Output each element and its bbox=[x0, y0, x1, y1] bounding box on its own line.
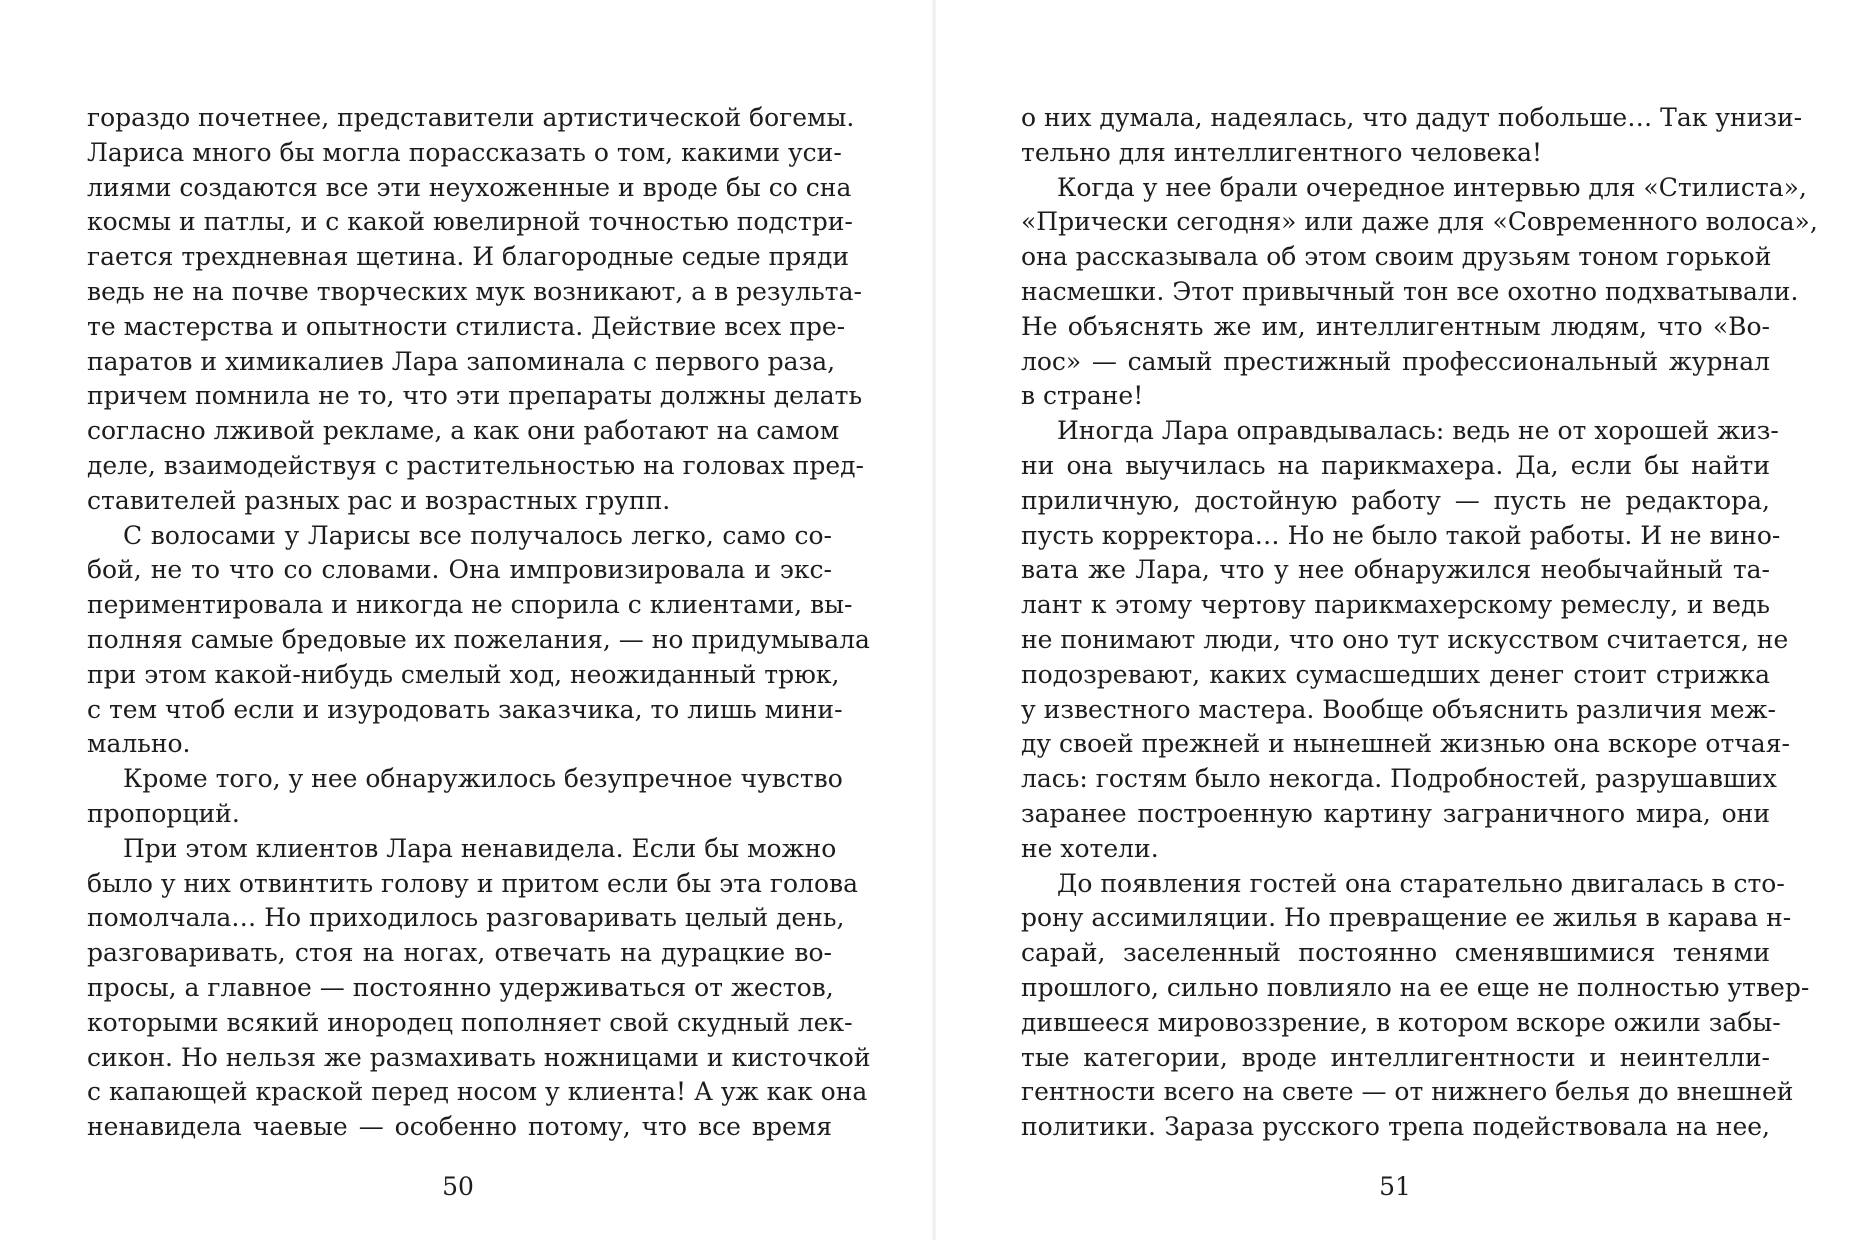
text-line: разговаривать, стоя на ногах, отвечать на дурацкие во- bbox=[87, 938, 832, 968]
right-page-text bbox=[1021, 101, 1818, 1145]
text-line: было у них отвинтить голову и притом если бы эта голова bbox=[87, 868, 858, 898]
text-line: помолчала… Но приходилось разговаривать целый день, bbox=[87, 903, 845, 933]
text-line: Иногда Лара оправдывалась: ведь не от хорошей жиз- bbox=[1057, 416, 1779, 446]
text-line: С волосами у Ларисы все получалось легко, само со- bbox=[123, 520, 832, 550]
text-line: заранее построенную картину заграничного мира, они bbox=[1021, 798, 1770, 828]
text-line: которыми всякий инородец пополняет свой скудный лек- bbox=[87, 1007, 853, 1037]
text-line: у известного мастера. Вообще объяснить различия меж- bbox=[1021, 694, 1776, 724]
left-page-text bbox=[87, 101, 871, 1145]
text-line: Не объяснять же им, интеллигентным людям, что «Во- bbox=[1021, 311, 1770, 341]
text-line: мально. bbox=[87, 729, 191, 759]
text-line: подозревают, каких сумасшедших денег стоит стрижка bbox=[1021, 659, 1770, 689]
text-line: причем помнила не то, что эти препараты должны делать bbox=[87, 381, 863, 411]
text-line: До появления гостей она старательно двигалась в сто- bbox=[1057, 868, 1785, 898]
text-line: гентности всего на свете — от нижнего белья до внешней bbox=[1021, 1077, 1794, 1107]
text-line: «Прически сегодня» или даже для «Современного волоса», bbox=[1021, 207, 1818, 237]
text-line: лос» — самый престижный профессиональный журнал bbox=[1021, 346, 1770, 376]
right-page bbox=[935, 0, 1869, 1240]
left-page-number: 50 bbox=[442, 1172, 474, 1201]
text-line: Когда у нее брали очередное интервью для «Стилиста», bbox=[1057, 172, 1807, 202]
text-line: лась: гостям было некогда. Подробностей, разрушавших bbox=[1021, 764, 1777, 794]
text-line: не хотели. bbox=[1021, 833, 1159, 863]
text-line: вата же Лара, что у нее обнаружился необычайный та- bbox=[1021, 555, 1770, 585]
text-line: приличную, достойную работу — пусть не редактора, bbox=[1021, 485, 1770, 515]
text-line: тые категории, вроде интеллигентности и неинтелли- bbox=[1021, 1042, 1770, 1072]
text-line: сарай, заселенный постоянно сменявшимися тенями bbox=[1021, 938, 1770, 968]
text-line: дившееся мировоззрение, в котором вскоре ожили забы- bbox=[1021, 1007, 1781, 1037]
text-line: рону ассимиляции. Но превращение ее жилья в карава н- bbox=[1021, 903, 1792, 933]
text-line: насмешки. Этот привычный тон все охотно подхватывали. bbox=[1021, 276, 1799, 306]
text-line: сикон. Но нельзя же размахивать ножницами и кисточкой bbox=[87, 1042, 871, 1072]
text-line: при этом какой-нибудь смелый ход, неожиданный трюк, bbox=[87, 659, 840, 689]
text-line: с тем чтоб если и изуродовать заказчика, то лишь мини- bbox=[87, 694, 843, 724]
text-line: Кроме того, у нее обнаружилось безупречное чувство bbox=[123, 764, 843, 794]
text-line: ни она выучилась на парикмахера. Да, если бы найти bbox=[1021, 450, 1770, 480]
text-line: При этом клиентов Лара ненавидела. Если бы можно bbox=[123, 833, 837, 863]
text-line: не понимают люди, что оно тут искусством считается, не bbox=[1021, 624, 1789, 654]
text-line: космы и патлы, и с какой ювелирной точностью подстри- bbox=[87, 207, 853, 237]
text-line: лант к этому чертову парикмахерскому ремеслу, и ведь bbox=[1021, 590, 1770, 620]
text-line: с капающей краской перед носом у клиента! А уж как она bbox=[87, 1077, 868, 1107]
text-line: Лариса много бы могла порассказать о том, какими уси- bbox=[87, 137, 842, 167]
text-line: о них думала, надеялась, что дадут побольше… Так унизи- bbox=[1021, 103, 1803, 132]
text-line: согласно лживой рекламе, а как они работают на самом bbox=[87, 416, 840, 446]
text-line: пропорций. bbox=[87, 798, 240, 828]
text-line: те мастерства и опытности стилиста. Действие всех пре- bbox=[87, 311, 846, 341]
right-page-number: 51 bbox=[1379, 1172, 1411, 1201]
text-line: бой, не то что со словами. Она импровизировала и экс- bbox=[87, 555, 832, 585]
text-line: просы, а главное — постоянно удерживаться от жестов, bbox=[87, 972, 834, 1002]
text-line: деле, взаимодействуя с растительностью на головах пред- bbox=[87, 450, 864, 480]
text-line: периментировала и никогда не спорила с клиентами, вы- bbox=[87, 590, 853, 620]
text-line: лиями создаются все эти неухоженные и вроде бы со сна bbox=[87, 172, 852, 202]
text-line: ставителей разных рас и возрастных групп. bbox=[87, 485, 671, 515]
text-line: ведь не на почве творческих мук возникают, а в результа- bbox=[87, 276, 862, 306]
text-line: ду своей прежней и нынешней жизнью она вскоре отчая- bbox=[1021, 729, 1790, 759]
text-line: паратов и химикалиев Лара запоминала с первого раза, bbox=[87, 346, 836, 376]
text-line: политики. Зараза русского трепа подействовала на нее, bbox=[1021, 1112, 1770, 1142]
text-line: она рассказывала об этом своим друзьям тоном горькой bbox=[1021, 242, 1772, 272]
text-line: пусть корректора… Но не было такой работы. И не вино- bbox=[1021, 520, 1781, 550]
text-line: тельно для интеллигентного человека! bbox=[1021, 137, 1543, 167]
text-line: гается трехдневная щетина. И благородные седые пряди bbox=[87, 242, 850, 272]
left-page bbox=[0, 0, 934, 1240]
text-line: прошлого, сильно повлияло на ее еще не полностью утвер- bbox=[1021, 972, 1810, 1002]
text-line: полняя самые бредовые их пожелания, — но придумывала bbox=[87, 624, 870, 654]
text-line: ненавидела чаевые — особенно потому, что все время bbox=[87, 1112, 832, 1142]
text-line: в стране! bbox=[1021, 381, 1144, 411]
text-line: гораздо почетнее, представители артистической богемы. bbox=[87, 103, 855, 132]
